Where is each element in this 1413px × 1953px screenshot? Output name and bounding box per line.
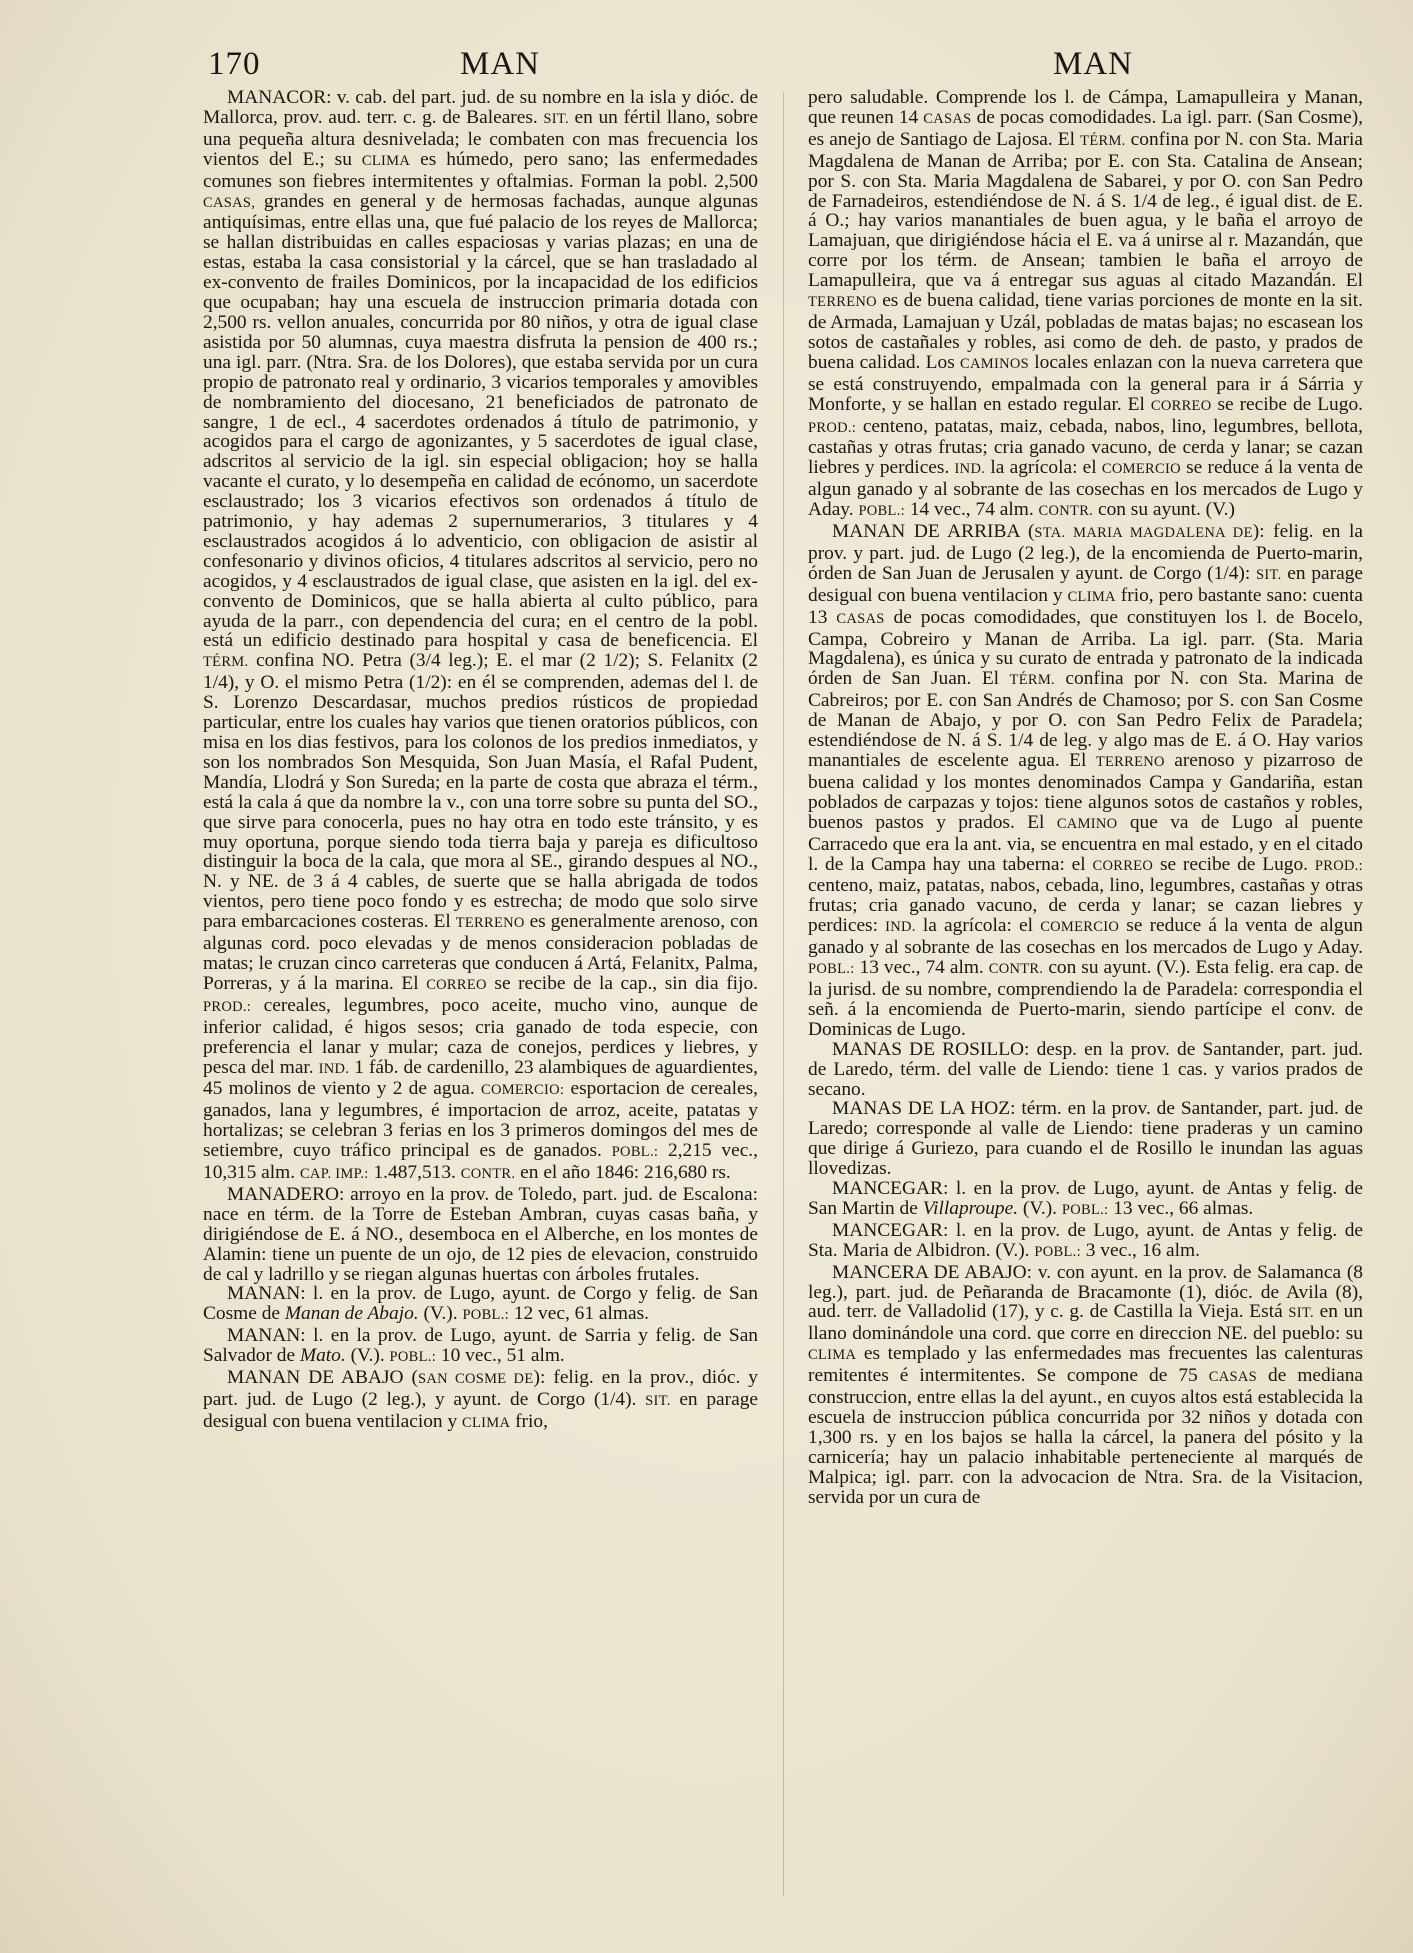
dictionary-entry [203,1326,758,1368]
small-caps-text: CASAS [836,610,885,627]
small-caps-text: SIT. [1256,566,1282,583]
small-caps-text: CORREO [426,976,487,993]
italic-text: Mato. [299,1345,346,1367]
small-caps-text: CAMINOS [960,355,1030,372]
entry-text: confina NO. Petra (3/4 leg.); E. el mar (2 1/2); S. Felanitx (2 1/4), y O. el mismo Petra (1/2): en él se comprenden, ademas del l. de S. Lorenzo Descardasar, muchos predios rústicos de propiedad particular, entre los cuales hay varios que tienen oratorios públicos, con misa en los dias festivos, para los colonos de los predios inmediatos, y son los nombrados Son Mesquida, Son Juan Masía, el Rafal Pudent, Mandía, Llodrá y Son Sureda; en la parte de costa que abraza el térm., está la cala á que da nombre la v., con una torre sobre su punta del SO., que sirve para conocerla, pues no hay otra en todo este tránsito, y es muy oportuna, porque siendo toda tierra baja y pareja es dificultoso distinguir la boca de la cala, que mora al SE., girando despues al NO., N. y NE. de 3 á 4 cables, de suerte que se halla abrigada de todos vientos, pero tiene poco fondo y es estrecha; de modo que solo sirve para embarcaciones costeras. El [203,650,758,933]
entry-text: 1.487,513. [368,1162,461,1184]
small-caps-text: POBL.: [611,1144,659,1161]
small-caps-text: CORREO [1092,857,1154,874]
entry-text: es generalmente arenoso, con algunas cord. poco elevadas y de menos consideracion pobladas de matas; le cruzan cinco carreteras que conducen á Artá, Felanitx, Palma, Porreras, y á la marina. El [203,911,758,994]
entry-text: MANAN DE ABAJO ( [227,1367,419,1389]
running-head-left: MAN [460,46,541,82]
small-caps-text: CASAS, [203,194,256,211]
entry-text: grandes en general y de hermosas fachadas, aunque algunas antiquísimas, entre ellas una, que fué palacio de los reyes de Mallorca; se hallan distribuidas en calles espaciosas y varias plazas; en una de estas, estaba la casa consistorial y la cárcel, que se han trasladado al ex-convento de frailes Dominicos, por la incapacidad de los edificios que ocupaban; hay una escuela de instruccion primaria dotada con 2,500 rs. vellon anuales, concurrida por 80 niños, y otra de igual clase asistida por 50 alumnas, cuya maestra disfruta la pension de 400 rs.; una igl. parr. (Ntra. Sra. de los Dolores), que estaba servida por un cura propio de patronato real y ordinario, 3 vicarios temporales y amovibles de nombramiento del diocesano, 21 beneficiados de patronato de sangre, 1 de ecl., 4 sacerdotes ordenados á título de patrimonio, y acogidos para el cargo de agonizantes, y 5 sacerdotes de igual clase, adscritos al servicio de la igl. sin especial obligacion; hoy se halla vacante el curato, y lo desempeña en calidad de ecónomo, un sacerdote esclaustrado; los 3 vicarios efectivos son ordenados á título de patrimonio, y hay ademas 2 supernumerarios, 3 titulares y 4 esclaustrados acogidos á lo adventicio, con obligacion de asistir al confesonario y divinos oficios, 4 titulares adscritos al servicio, pero no acogidos, y 4 esclaustrados de igual clase, que asisten en la igl. del ex-convento de Dominicos, que se halla abierta al culto público, para ayuda de la parr., con dependencia del cura; en el centro de la pobl. está un edificio destinado para hospital y casa de beneficencia. El [203,190,758,652]
small-caps-text: SIT. [543,110,569,127]
entry-text: es de buena calidad, tiene varias porciones de monte en la sit. de Armada, Lamajuan y Uzál, pobladas de matas bajas; no escasean los sotos de castañales y robles, asi como de deh. de pasto, y prados de buena calidad. Los [808,290,1363,373]
dictionary-entry [203,88,758,1185]
italic-text: Villaproupe. [922,1197,1019,1219]
small-caps-text: PROD.: [203,998,252,1015]
entry-text: 2,215 vec., 10,315 alm. [203,1140,758,1184]
column-divider [783,92,784,1897]
entry-text: se reduce á la venta de algun ganado y al sobrante de las cosechas en los mercados de Lugo y Aday. [808,457,1363,521]
small-caps-text: POBL.: [808,961,855,978]
entry-text: confina por N. con Sta. Marina de Cabreiros; por E. con San Andrés de Chamoso; por S. con San Cosme de Manan de Abajo, y por O. con San Pedro Felix de Paradela; estendiéndose de N. á S. 1/4 de leg. y algo mas de E. á O. Hay varios manantiales de escelente agua. El [808,668,1363,771]
entry-text: (V.). [418,1303,463,1325]
entry-text: en el año 1846: 216,680 rs. [515,1162,731,1184]
dictionary-entry [203,1185,758,1285]
small-caps-text: TÉRM. [203,654,249,671]
entry-text: frio, pero bastante sano: cuenta 13 [808,584,1363,628]
entry-text: de pocas comodidades, que constituyen los l. de Bocelo, Campa, Cobreiro y Manan de Arriba. La igl. parr. (Sta. Maria Magdalena), es única y su curato de entrada y patronato de la indicada órden de San Juan. El [808,606,1363,690]
dictionary-entry [808,1040,1363,1100]
small-caps-text: STA. MARIA MAGDALENA DE [1034,525,1253,542]
entry-text: es húmedo, pero sano; las enfermedades comunes son fiebres intermitentes y oftalmias. Forman la pobl. 2,500 [203,148,758,192]
entry-text: MANCERA DE ABAJO: v. con ayunt. en la prov. de Salamanca (8 leg.), part. jud. de Peñaranda de Bracamonte (1), dióc. de Avila (8), aud. terr. de Valladolid (17), y c. g. de Castilla la Vieja. Está [808,1261,1363,1323]
entry-text: MANAN DE ARRIBA ( [832,521,1035,543]
italic-text: Manan de Abajo. [284,1303,419,1325]
entry-text: la agrícola: el [985,457,1102,479]
small-caps-text: CONTR. [988,961,1044,978]
entry-text: frio, [510,1410,548,1432]
entry-text: en parage desigual con buena ventilacion y [203,1389,758,1432]
left-column [203,88,758,1434]
small-caps-text: POBL.: [1034,1243,1081,1260]
entry-text: 12 vec, 61 almas. [508,1303,649,1325]
small-caps-text: TERRENO [455,915,525,932]
small-caps-text: CORREO [1150,397,1212,414]
entry-text: en un fértil llano, sobre una pequeña altura desnivelada; le combaten con mas frecuencia los vientos del E.; su [203,106,759,170]
small-caps-text: CONTR. [1038,503,1094,520]
entry-text: pero saludable. Comprende los l. de Cámpa, Lamapulleira y Manan, que reunen 14 [808,87,1363,128]
dictionary-entry [203,1284,758,1326]
entry-text: es templado y las enfermedades mas frecuentes las calenturas remitentes é intermitentes. Se compone de 75 [808,1343,1363,1387]
small-caps-text: IND. [954,461,986,478]
small-caps-text: COMERCIO [1101,461,1181,478]
small-caps-text: PROD.: [1314,857,1363,874]
entry-text: se recibe de la cap., sin dia fijo. [486,972,758,994]
entry-text: (V.). [1018,1197,1062,1219]
small-caps-text: POBL.: [858,503,905,520]
small-caps-text: CAMINO [1056,815,1118,832]
entry-text: MANACOR: v. cab. del part. jud. de su nombre en la isla y dióc. de Mallorca, prov. aud. terr. c. g. de Baleares. [203,87,758,128]
small-caps-text: CLIMA [1067,588,1116,605]
entry-text: 13 vec., 74 alm. [854,957,989,979]
entry-text: MANCEGAR: l. en la prov. de Lugo, ayunt. de Antas y felig. de San Martin de [808,1178,1363,1219]
small-caps-text: CLIMA [361,152,411,169]
entry-text: que va de Lugo al puente Carracedo que era la ant. via, se encuentra en mal estado, y en el citado l. de la Campa hay una taberna: el [808,811,1363,875]
page-number: 170 [208,46,261,82]
entry-text: MANAN: l. en la prov. de Lugo, ayunt. de Corgo y felig. de San Cosme de [203,1283,758,1325]
entry-text: centeno, patatas, maiz, cebada, nabos, lino, legumbres, bellota, castañas y otras frutas; cria ganado vacuno, de cerda y lanar; se cazan liebres y perdices. [808,415,1363,479]
entry-text: arenoso y pizarroso de buena calidad y los montes denominados Campa y Gandariña, estan poblados de carpazas y tojos: tiene algunos sotos de castaños y robles, buenos pastos y prados. El [808,750,1363,833]
entry-text: (V.). [345,1345,390,1367]
small-caps-text: POBL.: [1061,1201,1109,1218]
entry-text: MANAS DE LA HOZ: térm. en la prov. de Santander, part. jud. de Laredo; corresponde al valle de Liendo: tiene praderas y un camino que dirige á Guriezo, para cuando el de Rosillo le inundan las aguas llovedizas. [808,1098,1363,1180]
entry-text: de mediana construccion, entre ellas la del ayunt., en cuyos altos está establecida la escuela de instruccion pública concurrida por 32 niños y dotada con 1,300 rs. y en los bajos se halla la cárcel, la panera del pósito y la carnicería; hay un palacio inhabitable perteneciente al marqués de Malpica; igl. parr. con la advocacion de Ntra. Sra. de la Visitacion, servida por un cura de [808,1365,1363,1508]
small-caps-text: SAN COSME DE [418,1371,534,1388]
dictionary-entry [808,1263,1363,1508]
small-caps-text: CAP. IMP.: [299,1166,369,1183]
right-column [808,88,1363,1508]
small-caps-text: CONTR. [460,1166,516,1183]
entry-text: 10 vec., 51 alm. [436,1345,565,1367]
entry-text: cereales, legumbres, poco aceite, mucho vino, aunque de inferior calidad, é higos sesos; cria ganado de toda especie, con preferencia el lanar y mular; caza de conejos, perdices y liebres, y pesca del mar. [203,994,758,1078]
small-caps-text: CASAS [1208,1369,1257,1386]
entry-text: 14 vec., 74 alm. [904,499,1039,521]
small-caps-text: CLIMA [462,1414,511,1431]
small-caps-text: CASAS [923,110,972,127]
small-caps-text: TÉRM. [1009,672,1055,689]
entry-text: 3 vec., 16 alm. [1080,1239,1200,1261]
entry-text: MANAS DE ROSILLO: desp. en la prov. de Santander, part. jud. de Laredo, térm. del valle de Liendo: tiene 1 cas. y varios prados de secano. [808,1038,1363,1100]
entry-text: MANCEGAR: l. en la prov. de Lugo, ayunt. de Antas y felig. de Sta. Maria de Albidron. (V.). [808,1219,1363,1261]
entry-text: con su ayunt. (V.) [1093,499,1235,521]
small-caps-text: IND. [318,1060,350,1077]
entry-text: centeno, maiz, patatas, nabos, cebada, lino, legumbres, castañas y otras frutas; cria ganado vacuno, de cerda y lanar; se cazan liebres y perdices: [808,875,1363,937]
small-caps-text: PROD.: [808,419,857,436]
dictionary-entry [808,1179,1363,1221]
entry-text: 13 vec., 66 almas. [1108,1197,1254,1219]
small-caps-text: COMERCIO [1040,919,1120,936]
entry-text: confina por N. con Sta. Maria Magdalena de Manan de Arriba; por E. con Sta. Catalina de Ansean; por S. con Sta. Maria Magdalena de Sabarei, y por O. con San Pedro de Farnadeiros, estendiéndose de N. á S. 1/4 de leg., é igual dist. de E. á O.; hay varios manantiales de buen agua, y le baña el arroyo de Lamajuan, que dirigiéndose hácia el E. va á unirse al r. Mazandán, que corre por los térm. de Ansean; tambien le baña el arroyo de Lamapulleira, que va á entregar sus aguas al citado Mazandán. El [808,128,1363,292]
small-caps-text: IND. [885,919,916,936]
small-caps-text: TÉRM. [1080,132,1126,149]
entry-text: en parage desigual con buena ventilacion y [808,562,1364,606]
entry-text: locales enlazan con la nueva carretera que se está construyendo, empalmada con la general para ir á Sárria y Monforte, y se hallan en estado regular. El [808,351,1363,415]
dictionary-entry [808,522,1363,1040]
running-head-right: MAN [1053,46,1134,82]
dictionary-entry [808,1099,1363,1179]
entry-text: en un llano dominándole una cord. que corre en direccion NE. del pueblo: su [808,1301,1364,1345]
small-caps-text: TERRENO [1095,754,1165,770]
dictionary-entry [808,1221,1363,1263]
entry-text: se recibe de Lugo. [1153,853,1315,875]
small-caps-text: COMERCIO: [480,1082,565,1099]
entry-text: de pocas comodidades. La igl. parr. (San Cosme), es anejo de Santiago de Lajosa. El [808,106,1364,150]
small-caps-text: SIT. [1288,1305,1314,1322]
entry-text: se recibe de Lugo. [1211,393,1363,415]
dictionary-entry [808,88,1363,522]
entry-text: ): felig. en la prov., dióc. y part. jud. de Lugo (2 leg.), y ayunt. de Corgo (1/4). [203,1367,758,1410]
entry-text: MANAN: l. en la prov. de Lugo, ayunt. de Sarria y felig. de San Salvador de [203,1325,758,1367]
small-caps-text: CLIMA [808,1347,857,1364]
small-caps-text: POBL.: [389,1349,437,1366]
entry-text: MANADERO: arroyo en la prov. de Toledo, part. jud. de Escalona: nace en térm. de la Torre de Esteban Ambran, cuyas casas baña, y dirigiéndose de E. á NO., desemboca en el Alberche, en los montes de Alamin: tiene un puente de un ojo, de 12 pies de elevacion, construido de cal y ladrillo y se riegan algunas huertas con árboles frutales. [203,1183,758,1285]
entry-text: se reduce á la venta de algun ganado y al sobrante de las cosechas en los mercados de Lugo y Aday. [808,915,1363,959]
small-caps-text: POBL.: [462,1307,509,1324]
small-caps-text: TERRENO [808,294,877,311]
entry-text: la agrícola: el [915,915,1041,937]
entry-text: ): felig. en la prov. y part. jud. de Lugo (2 leg.), de la encomienda de Puerto-marin, órden de San Juan de Jerusalen y ayunt. de Corgo (1/4): [808,521,1363,584]
small-caps-text: SIT. [645,1393,671,1409]
entry-text: con su ayunt. (V.). Esta felig. era cap. de la jurisd. de su nombre, comprendiendo la de Paradela: correspondia el señ. á la encomienda de Puerto-marin, siendo partícipe el conv. de Dominicas de Lugo. [808,957,1363,1040]
entry-text: 1 fáb. de cardenillo, 23 alambiques de aguardientes, 45 molinos de viento y 2 de agua. [203,1056,759,1100]
entry-text: esportacion de cereales, ganados, lana y legumbres, é importacion de arroz, aceite, patatas y hortalizas; se celebran 3 ferias en los 3 primeros domingos del mes de setiembre, cuyo tráfico principal es de ganados. [203,1078,758,1162]
dictionary-entry [203,1368,758,1434]
